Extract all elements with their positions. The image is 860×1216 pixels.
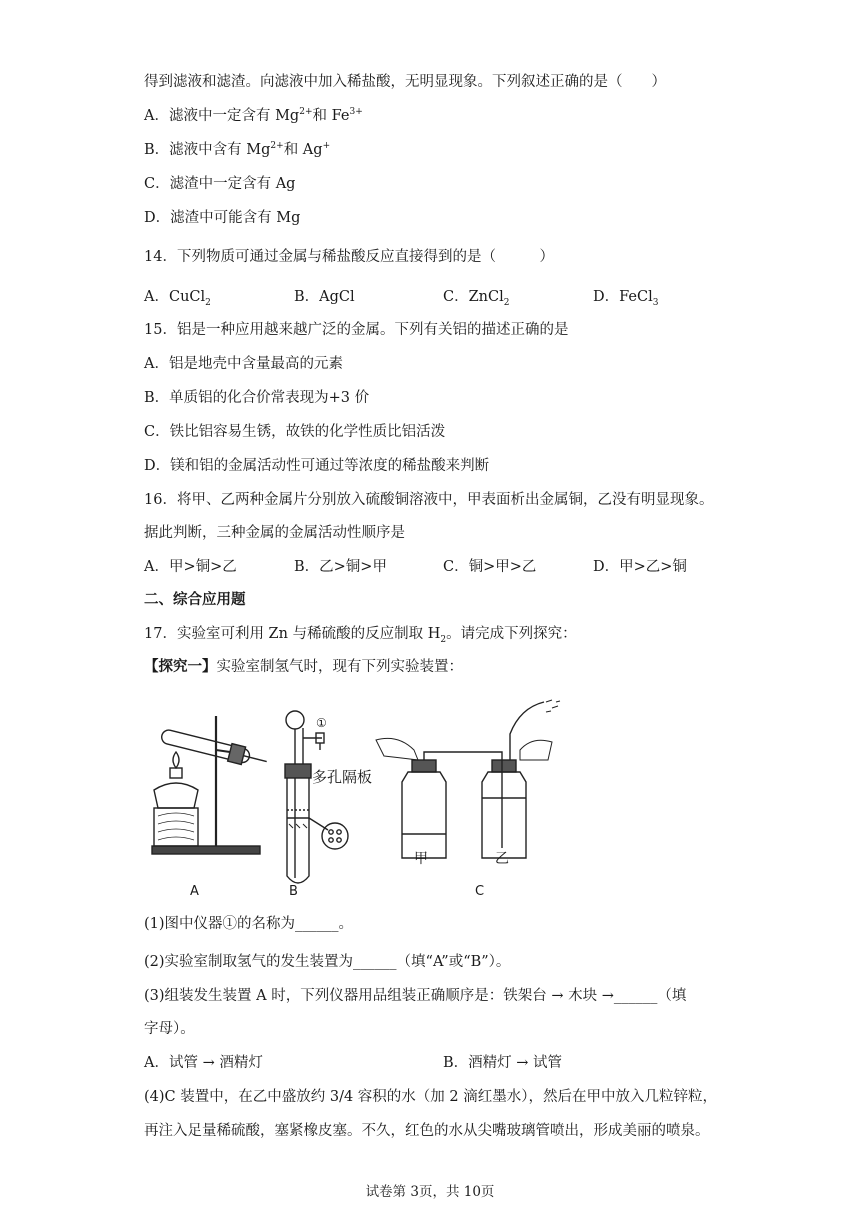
- q14-stem: 14．下列物质可通过金属与稀盐酸反应直接得到的是（ ）: [144, 249, 554, 265]
- figure-label-b: B: [289, 884, 298, 899]
- q17-part3-line1: (3)组装发生装置 A 时，下列仪器用品组装正确顺序是：铁架台 → 木块 →______（填: [144, 988, 687, 1004]
- test-tube-a: [160, 727, 269, 771]
- q15-option-c: C．铁比铝容易生锈，故铁的化学性质比铝活泼: [144, 424, 446, 440]
- alcohol-lamp: [154, 783, 198, 808]
- page-footer: 试卷第 3页，共 10页: [365, 1184, 495, 1200]
- q17-part2: (2)实验室制取氢气的发生装置为______（填“A”或“B”）。: [144, 954, 511, 970]
- stand-base: [152, 846, 260, 854]
- apparatus-figure: [140, 698, 580, 908]
- q16-stem-line2: 据此判断，三种金属的金属活动性顺序是: [144, 525, 405, 541]
- q13-option-d: D．滤渣中可能含有 Mg: [144, 210, 301, 226]
- q16-stem-line1: 16．将甲、乙两种金属片分别放入硫酸铜溶液中，甲表面析出金属铜，乙没有明显现象。: [144, 492, 714, 508]
- q15-option-b: B．单质铝的化合价常表现为+3 价: [144, 390, 370, 406]
- figure-yi: 乙: [495, 851, 509, 867]
- q14-option-d: D．FeCl$_3$: [593, 289, 659, 308]
- q17-part4-line1: (4)C 装置中，在乙中盛放约 3/4 容积的水（加 2 滴红墨水），然后在甲中放入几粒锌粒，: [144, 1089, 717, 1105]
- q13-option-c: C．滤渣中一定含有 Ag: [144, 176, 296, 192]
- figure-porous-plate: 多孔隔板: [312, 768, 373, 786]
- apparatus-c: [376, 700, 560, 858]
- figure-label-c: C: [475, 884, 485, 899]
- q15-stem: 15．铝是一种应用越来越广泛的金属。下列有关铝的描述正确的是: [144, 322, 569, 338]
- q16-option-b: B．乙>铜>甲: [294, 559, 387, 575]
- q17-part3-option-b: B．酒精灯 → 试管: [443, 1055, 563, 1071]
- q17-explore1: 【探究一】实验室制氢气时，现有下列实验装置：: [144, 658, 463, 675]
- q14-option-b: B．AgCl: [294, 289, 355, 305]
- apparatus-b: [285, 711, 348, 883]
- q17-part3-option-a: A．试管 → 酒精灯: [144, 1055, 263, 1071]
- q17-stem: 17．实验室可利用 Zn 与稀硫酸的反应制取 $H_2$。请完成下列探究：: [144, 626, 577, 645]
- q16-option-d: D．甲>乙>铜: [593, 559, 687, 575]
- figure-label-a: A: [190, 884, 199, 899]
- section-heading: 二、综合应用题: [144, 591, 246, 608]
- q17-part1: (1)图中仪器①的名称为______。: [144, 916, 354, 932]
- q15-option-d: D．镁和铝的金属活动性可通过等浓度的稀盐酸来判断: [144, 458, 490, 474]
- figure-circle-1: ①: [316, 716, 327, 730]
- q16-option-c: C．铜>甲>乙: [443, 559, 537, 575]
- q13-option-b: B．滤液中含有 $Mg^{2+}$和 Ag+: [144, 141, 331, 158]
- q14-option-a: A．CuCl$_2$: [144, 289, 211, 308]
- q13-option-a: A．滤液中一定含有 $Mg^{2+}$和 $Fe^{3+}$: [144, 107, 363, 124]
- figure-jia: 甲: [414, 851, 428, 867]
- q17-part3-line2: 字母）。: [144, 1021, 195, 1037]
- q14-option-c: C．ZnCl$_2$: [443, 289, 510, 308]
- q16-option-a: A．甲>铜>乙: [144, 559, 237, 575]
- apparatus-drawing: [140, 698, 580, 908]
- q13-intro: 得到滤液和滤渣。向滤液中加入稀盐酸，无明显现象。下列叙述正确的是（ ）: [144, 74, 666, 90]
- q15-option-a: A．铝是地壳中含量最高的元素: [144, 356, 343, 372]
- wood-block: [154, 808, 198, 846]
- q17-part4-line2: 再注入足量稀硫酸，塞紧橡皮塞。不久，红色的水从尖嘴玻璃管喷出，形成美丽的喷泉。: [144, 1123, 710, 1139]
